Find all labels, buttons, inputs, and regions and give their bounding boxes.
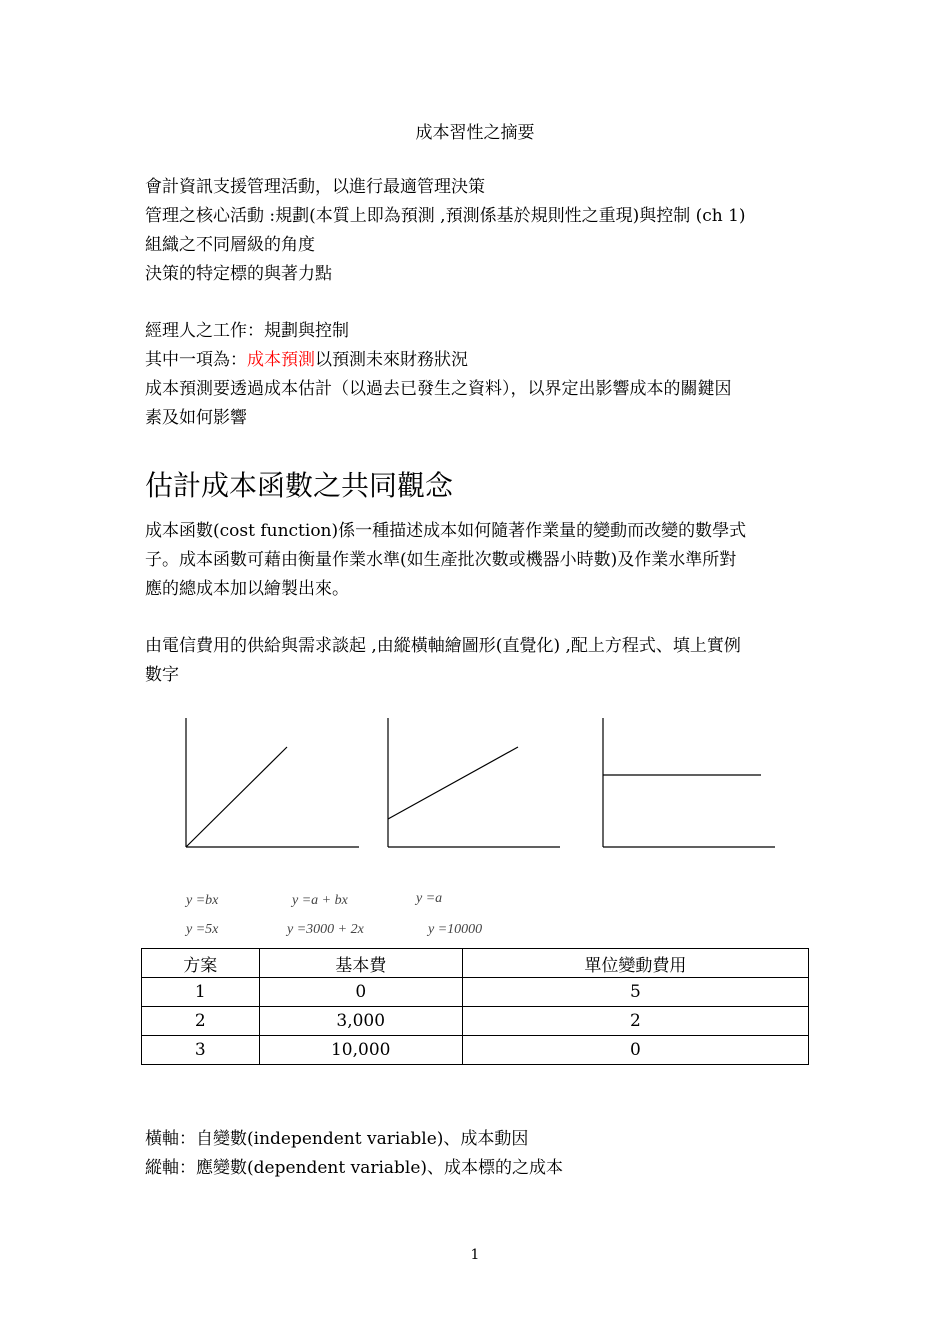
formula-example-2: y =3000 + 2x (287, 922, 364, 937)
definition-line-3: 應的總成本加以繪製出來。 (145, 579, 349, 599)
cell-plan: 2 (142, 1007, 260, 1036)
manager-line-2-prefix: 其中一項為： (145, 350, 247, 370)
manager-line-4: 素及如何影響 (145, 408, 247, 428)
intro-line-4: 決策的特定標的與著力點 (145, 264, 332, 284)
cell-unit-fee: 5 (462, 978, 808, 1007)
graph-variable-cost (186, 718, 359, 847)
cell-base-fee: 10,000 (259, 1036, 462, 1065)
section-heading: 估計成本函數之共同觀念 (145, 469, 454, 502)
telecom-line-2: 數字 (145, 665, 179, 685)
cost-line-1 (186, 747, 287, 847)
cost-line-2 (388, 747, 518, 819)
table-header-row (142, 949, 809, 978)
table-row (142, 1007, 809, 1036)
plans-table (141, 948, 809, 1065)
cell-plan: 3 (142, 1036, 260, 1065)
formula-variable: y =bx (186, 893, 219, 908)
formula-example-3: y =10000 (428, 922, 483, 937)
y-axis-description: 縱軸：應變數(dependent variable)、成本標的之成本 (145, 1158, 564, 1178)
table-row (142, 978, 809, 1007)
intro-line-2: 管理之核心活動 :規劃(本質上即為預測 ,預測係基於規則性之重現)與控制 (ch 1) (145, 206, 746, 226)
x-axis-description: 橫軸：自變數(independent variable)、成本動因 (145, 1129, 529, 1149)
telecom-line-1: 由電信費用的供給與需求談起 ,由縱橫軸繪圖形(直覺化) ,配上方程式、填上實例 (145, 636, 741, 656)
cell-base-fee: 0 (259, 978, 462, 1007)
intro-line-1: 會計資訊支援管理活動，以進行最適管理決策 (145, 177, 485, 197)
intro-line-3: 組織之不同層級的角度 (145, 235, 315, 255)
document-title: 成本習性之摘要 (415, 123, 535, 143)
manager-line-3: 成本預測要透過成本估計（以過去已發生之資料），以界定出影響成本的關鍵因 (145, 379, 732, 399)
graph-fixed-cost (603, 718, 775, 847)
formula-example-1: y =5x (186, 922, 219, 937)
formula-mixed: y =a + bx (292, 893, 348, 908)
header-base-fee: 基本費 (259, 949, 462, 978)
table-row (142, 1036, 809, 1065)
header-plan: 方案 (142, 949, 260, 978)
cell-base-fee: 3,000 (259, 1007, 462, 1036)
graph-mixed-cost (388, 718, 560, 847)
header-unit-variable-fee: 單位變動費用 (462, 949, 808, 978)
manager-line-2-suffix: 以預測未來財務狀況 (315, 350, 468, 370)
cost-forecast-highlight: 成本預測 (247, 350, 315, 370)
manager-line-1: 經理人之工作：規劃與控制 (145, 321, 349, 341)
definition-line-1: 成本函數(cost function)係一種描述成本如何隨著作業量的變動而改變的數學式 (145, 521, 747, 541)
page-number: 1 (470, 1247, 480, 1263)
definition-line-2: 子。成本函數可藉由衡量作業水準(如生產批次數或機器小時數)及作業水準所對 (145, 550, 737, 570)
formula-fixed: y =a (416, 891, 443, 906)
cell-plan: 1 (142, 978, 260, 1007)
cell-unit-fee: 2 (462, 1007, 808, 1036)
cell-unit-fee: 0 (462, 1036, 808, 1065)
